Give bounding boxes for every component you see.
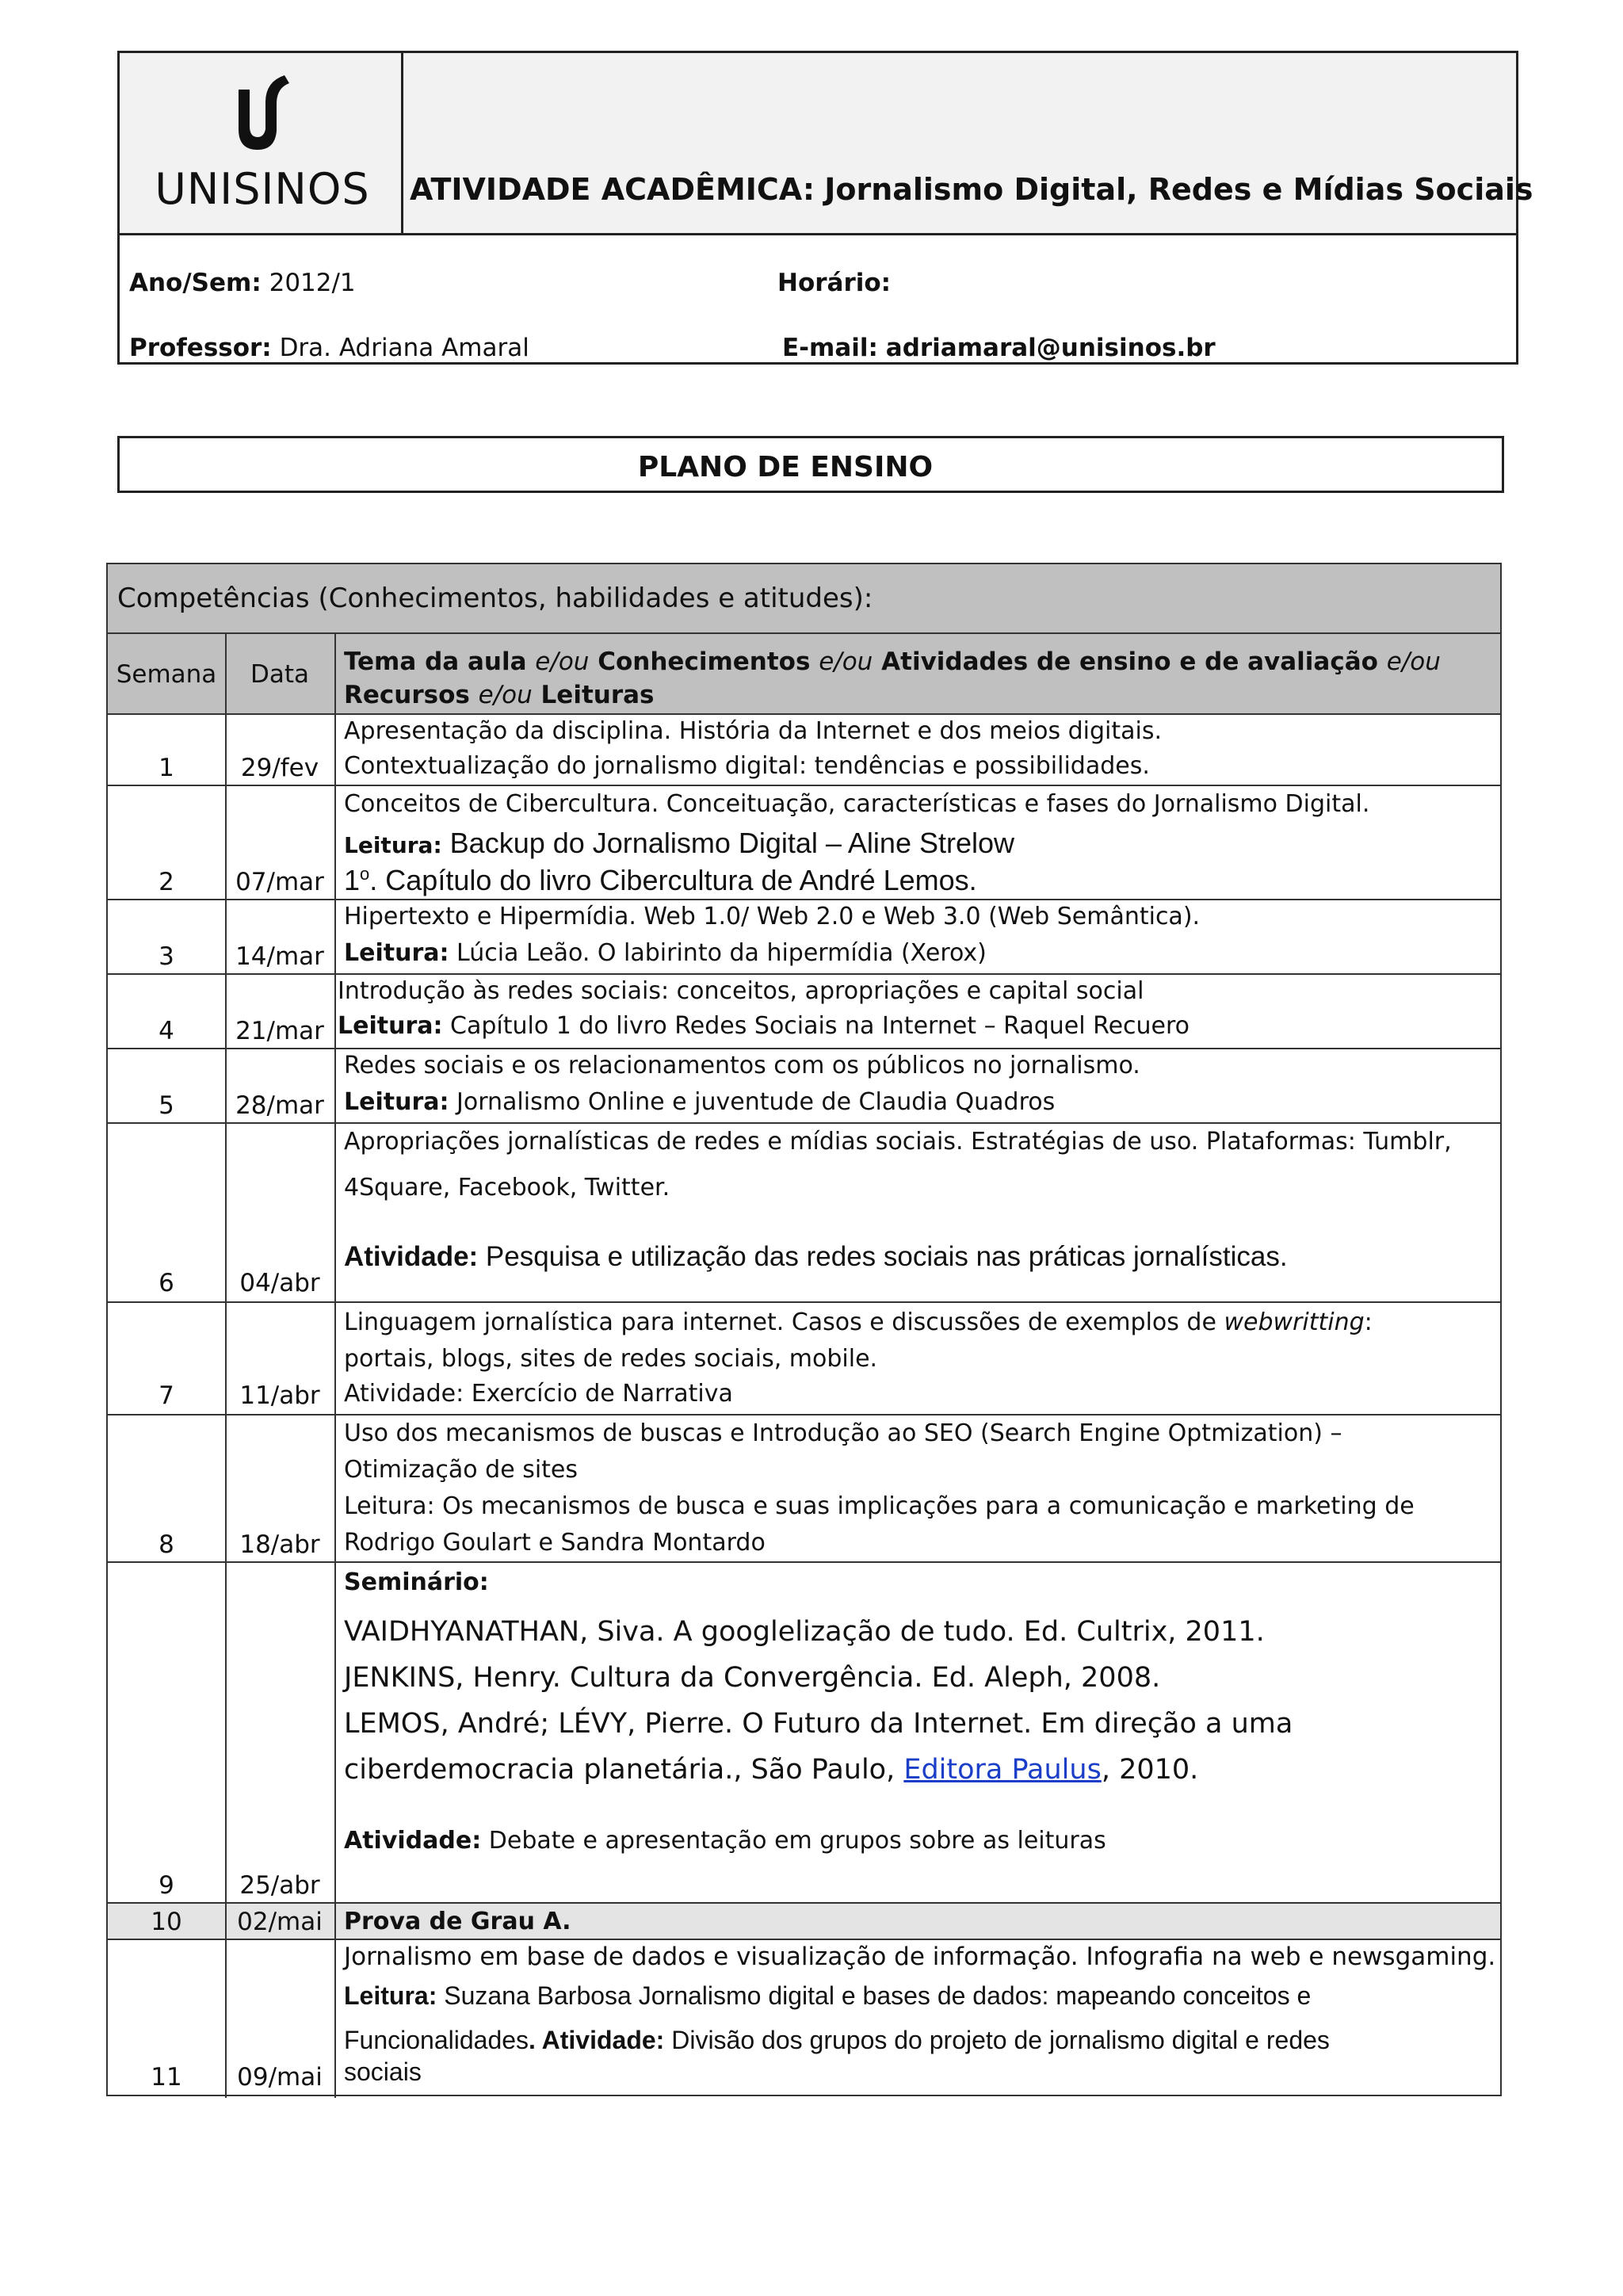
unisinos-logo-icon	[232, 71, 296, 159]
row10-semana: 10	[151, 1908, 182, 1936]
row5-semana: 5	[158, 1091, 174, 1120]
horario	[777, 269, 891, 297]
col-semana: Semana	[116, 660, 217, 689]
row9-line3: JENKINS, Henry. Cultura da Convergência. Ed. Aleph, 2008.	[344, 1662, 1161, 1694]
row2-data: 07/mar	[235, 868, 324, 896]
professor	[129, 334, 529, 362]
ano-label: Ano/Sem:	[129, 269, 262, 297]
row9-line2: VAIDHYANATHAN, Siva. A googlelização de tudo. Ed. Cultrix, 2011.	[344, 1616, 1265, 1648]
plan-title: PLANO DE ENSINO	[637, 451, 934, 483]
horario-label: Horário:	[777, 269, 892, 297]
logo-text: UNISINOS	[155, 164, 370, 214]
row11-data: 09/mai	[237, 2063, 323, 2092]
row2-line2: Leitura: Backup do Jornalismo Digital – Aline Strelow	[344, 827, 1015, 859]
row11-line1: Jornalismo em base de dados e visualização de informação. Infografia na web e newsgaming.	[344, 1943, 1496, 1971]
col-data: Data	[250, 660, 310, 689]
row4-semana: 4	[158, 1017, 174, 1045]
email-label: E-mail:	[782, 334, 878, 362]
row11-line2: Leitura: Suzana Barbosa Jornalismo digital e bases de dados: mapeando conceitos e	[344, 1981, 1312, 2010]
row2-line1: Conceitos de Cibercultura. Conceituação, características e fases do Jornalismo Digital.	[344, 790, 1370, 818]
row11-semana: 11	[151, 2063, 182, 2092]
row9-data: 25/abr	[239, 1871, 320, 1900]
row5-data: 28/mar	[235, 1091, 324, 1120]
row1-line1: Apresentação da disciplina. História da Internet e dos meios digitais.	[344, 717, 1163, 745]
row3-line1: Hipertexto e Hipermídia. Web 1.0/ Web 2.0 e Web 3.0 (Web Semântica).	[344, 903, 1201, 930]
course-header	[117, 51, 1533, 365]
row8-line4: Rodrigo Goulart e Sandra Montardo	[344, 1529, 766, 1557]
course-title	[410, 172, 1533, 207]
plan-title-box	[117, 436, 1504, 493]
course-title-label: ATIVIDADE ACADÊMICA:	[410, 172, 815, 207]
row2-semana: 2	[158, 868, 174, 896]
row1-data: 29/fev	[240, 754, 319, 782]
row7-line2: portais, blogs, sites de redes sociais, mobile.	[344, 1345, 878, 1373]
editora-paulus-link[interactable]: Editora Paulus	[903, 1754, 1102, 1786]
row8-data: 18/abr	[239, 1530, 320, 1559]
col-tema-line2: Recursos e/ou Leituras	[344, 681, 655, 709]
row1-semana: 1	[158, 754, 174, 782]
row9-line1: Seminário:	[344, 1568, 489, 1596]
competencias-label: Competências (Conhecimentos, habilidades e atitudes):	[117, 583, 873, 614]
row2-line3: 1$^o$. Capítulo do livro Cibercultura de André Lemos.	[344, 864, 977, 896]
email	[782, 334, 1216, 362]
row10-line1: Prova de Grau A.	[344, 1908, 571, 1935]
col-tema-line1: Tema da aula e/ou Conhecimentos e/ou Atividades de ensino e de avaliação e/ou	[344, 648, 1441, 676]
row4-line2: Leitura: Capítulo 1 do livro Redes Sociais na Internet – Raquel Recuero	[338, 1012, 1190, 1040]
row1-line2: Contextualização do jornalismo digital: tendências e possibilidades.	[344, 752, 1150, 780]
course-title-value: Jornalismo Digital, Redes e Mídias Sociais	[824, 172, 1533, 207]
row4-data: 21/mar	[235, 1017, 324, 1045]
ano-sem	[129, 269, 356, 297]
row6-line1: Apropriações jornalísticas de redes e mídias sociais. Estratégias de uso. Plataformas: Tumblr,	[344, 1128, 1452, 1156]
row6-data: 04/abr	[239, 1269, 320, 1297]
row8-line3: Leitura: Os mecanismos de busca e suas implicações para a comunicação e marketing de	[344, 1492, 1415, 1520]
schedule-table	[106, 563, 1502, 2096]
row11-line4: sociais	[344, 2057, 422, 2086]
row3-line2: Leitura: Lúcia Leão. O labirinto da hipermídia (Xerox)	[344, 939, 987, 967]
row9-line5: ciberdemocracia planetária., São Paulo, Editora Paulus, 2010.	[344, 1754, 1199, 1786]
row7-semana: 7	[158, 1381, 174, 1410]
row5-line1: Redes sociais e os relacionamentos com os públicos no jornalismo.	[344, 1052, 1140, 1079]
row3-semana: 3	[158, 942, 174, 971]
row11-line3: Funcionalidades. Atividade: Divisão dos grupos do projeto de jornalismo digital e redes	[344, 2026, 1330, 2054]
row6-semana: 6	[158, 1269, 174, 1297]
row5-line2: Leitura: Jornalismo Online e juventude de Claudia Quadros	[344, 1088, 1056, 1116]
row7-line1: Linguagem jornalística para internet. Casos e discussões de exemplos de webwritting:	[344, 1308, 1373, 1336]
row8-line1: Uso dos mecanismos de buscas e Introdução ao SEO (Search Engine Optmization) –	[344, 1419, 1342, 1447]
row6-line2: 4Square, Facebook, Twitter.	[344, 1174, 670, 1201]
logo-cell	[120, 53, 403, 235]
row7-data: 11/abr	[239, 1381, 320, 1410]
row9-line4: LEMOS, André; LÉVY, Pierre. O Futuro da Internet. Em direção a uma	[344, 1708, 1293, 1740]
row8-line2: Otimização de sites	[344, 1456, 579, 1484]
row9-semana: 9	[158, 1871, 174, 1900]
row7-line3: Atividade: Exercício de Narrativa	[344, 1380, 733, 1408]
row8-semana: 8	[158, 1530, 174, 1559]
row6-line3: Atividade: Pesquisa e utilização das redes sociais nas práticas jornalísticas.	[344, 1241, 1288, 1272]
ano-value: 2012/1	[269, 269, 356, 297]
row10-data: 02/mai	[237, 1908, 323, 1936]
professor-value: Dra. Adriana Amaral	[279, 334, 529, 362]
professor-label: Professor:	[129, 334, 272, 362]
row4-line1: Introdução às redes sociais: conceitos, apropriações e capital social	[338, 977, 1144, 1005]
row9-line6: Atividade: Debate e apresentação em grupos sobre as leituras	[344, 1827, 1106, 1855]
row3-data: 14/mar	[235, 942, 324, 971]
email-value: adriamaral@unisinos.br	[885, 334, 1216, 362]
